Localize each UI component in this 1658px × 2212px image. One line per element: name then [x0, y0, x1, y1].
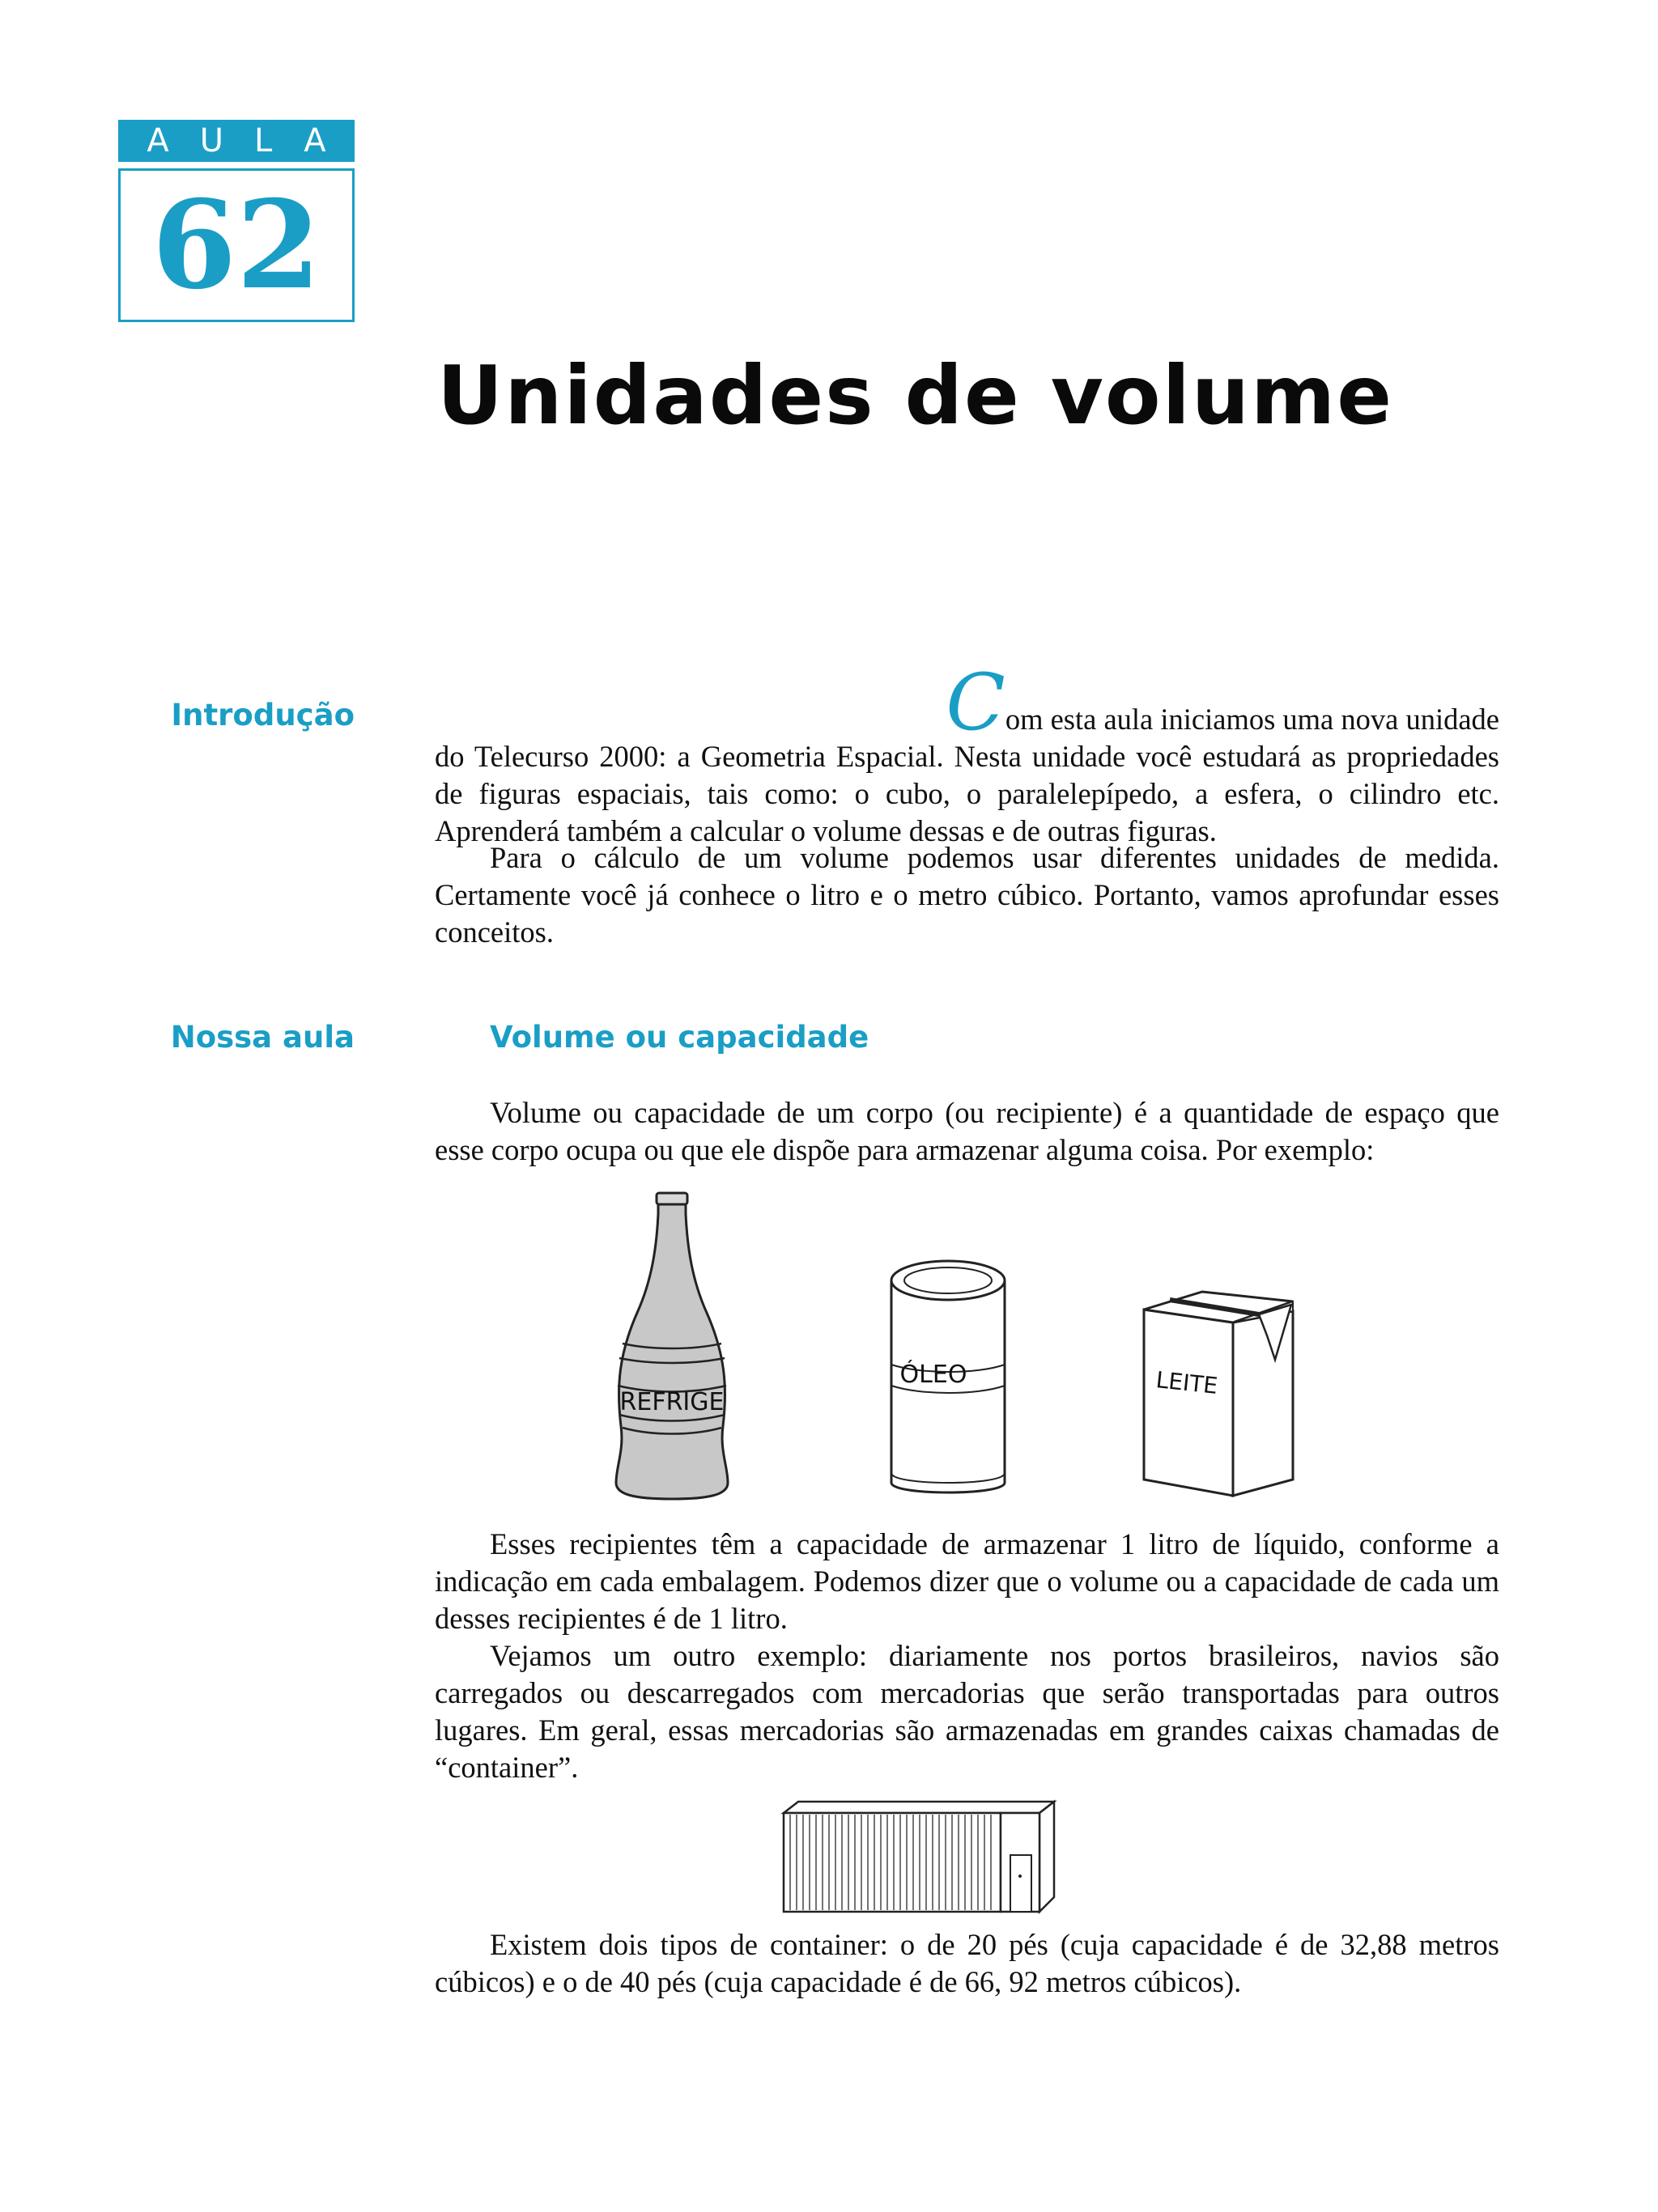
aula-label: AULA: [118, 120, 355, 162]
intro-heading: Introdução: [171, 698, 355, 732]
shipping-container-figure: [780, 1798, 1057, 1918]
milk-carton-figure: [1137, 1287, 1299, 1497]
lesson-paragraph-2: Esses recipientes têm a capacidade de armazenar 1 litro de líquido, conforme a indicação em cada embalagem. Podemos dizer que o volume ou a capacidade de cada um desses recipientes é de 1 litro.: [435, 1527, 1499, 1635]
page-title: Unidades de volume: [437, 348, 1394, 443]
intro-paragraph-1: [435, 657, 1499, 850]
subheading-volume: Volume ou capacidade: [490, 1020, 869, 1055]
lesson-badge: [118, 120, 355, 322]
aula-number: 62: [118, 168, 355, 322]
drop-cap: C: [946, 657, 1005, 748]
intro-first-line-text: om esta aula iniciamos uma nova unidade: [1005, 703, 1499, 736]
lesson-paragraph-4: Existem dois tipos de container: o de 20 pés (cuja capacidade é de 32,88 metros cúbicos) e o de 40 pés (cuja capacidade é de 66, 92 metros cúbicos).: [435, 1928, 1499, 1998]
nossa-aula-heading: Nossa aula: [170, 1020, 355, 1055]
carton-label: LEITE: [1154, 1366, 1219, 1399]
intro-paragraph-2: Para o cálculo de um volume podemos usar diferentes unidades de medida. Certamente você já conhece o litro e o metro cúbico. Portanto, vamos aprofundar esses conceitos.: [435, 841, 1499, 949]
bottle-label: REFRIGE: [619, 1388, 725, 1416]
intro-first-line: [435, 657, 1499, 748]
can-label: ÓLEO: [899, 1361, 967, 1389]
soda-bottle-figure: [611, 1191, 733, 1501]
lesson-paragraph-3: Vejamos um outro exemplo: diariamente nos portos brasileiros, navios são carregados ou descarregados com mercadorias que serão transportadas para outros lugares. Em geral, essas mercadorias são armazenadas em grandes caixas chamadas de “container”.: [435, 1639, 1499, 1784]
intro-paragraph-1-rest: do Telecurso 2000: a Geometria Espacial. Nesta unidade você estudará as propriedades de figuras espaciais, tais como: o cubo, o paralelepípedo, a esfera, o cilindro etc. Aprenderá também a calcular o volume dessas e de outras figuras.: [435, 740, 1499, 847]
lesson-paragraph-1: Volume ou capacidade de um corpo (ou recipiente) é a quantidade de espaço que esse corpo ocupa ou que ele dispõe para armazenar alguma coisa. Por exemplo:: [435, 1096, 1499, 1166]
oil-can-figure: [888, 1256, 1008, 1499]
